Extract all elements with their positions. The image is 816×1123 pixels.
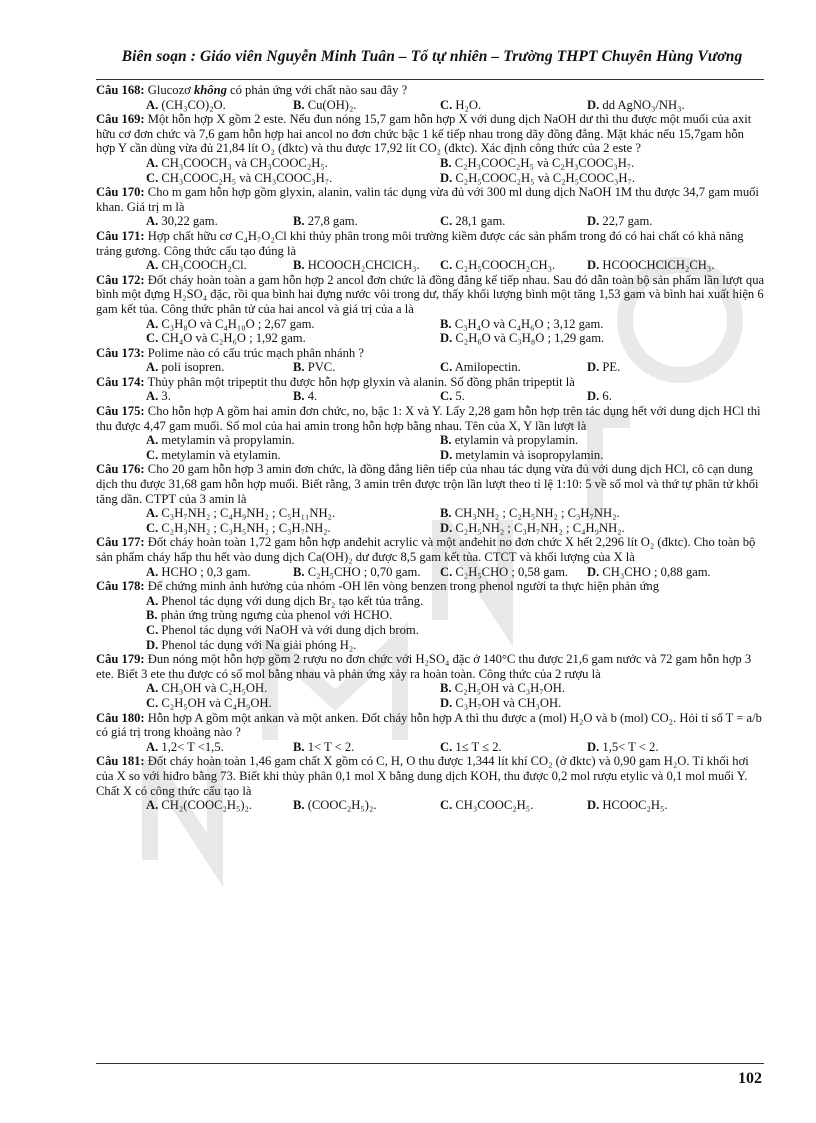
answer-option: [146, 623, 766, 638]
option-text: 1,2< T <1,5.: [158, 739, 224, 754]
answer-options: [96, 798, 766, 813]
answer-option: [146, 317, 440, 332]
option-letter: C.: [440, 97, 453, 112]
option-text: 4.: [304, 389, 318, 404]
option-text: HCHO ; 0,3 gam.: [158, 564, 251, 579]
option-text: poli isopren.: [158, 360, 225, 375]
answer-option: [440, 521, 766, 536]
option-letter: B.: [440, 316, 452, 331]
option-letter: A.: [146, 155, 159, 170]
option-text: Phenol tác dụng với Na giải phóng H₂.: [158, 637, 357, 652]
option-text: etylamin và propylamin.: [451, 433, 579, 448]
question-text: Cho m gam hỗn hợp gồm glyxin, alanin, valin tác dụng vừa đủ với 300 ml dung dịch NaOH 1M thu được 34,7 gam muối khan. Giá trị m là: [96, 185, 759, 214]
option-letter: D.: [146, 637, 159, 652]
question-number: Câu 170:: [96, 185, 145, 200]
footer-divider: [96, 1063, 764, 1064]
option-letter: B.: [440, 155, 452, 170]
option-letter: A.: [146, 214, 159, 229]
answer-option: [587, 258, 766, 273]
option-text: CH₃CHO ; 0,88 gam.: [599, 564, 711, 579]
option-text: CH₃COOCH₂Cl.: [158, 258, 247, 273]
question-item: [96, 375, 766, 390]
answer-options: [96, 681, 766, 710]
answer-options: [96, 258, 766, 273]
option-text: Amilopectin.: [452, 360, 521, 375]
answer-option: [146, 798, 293, 813]
answer-option: [146, 506, 440, 521]
option-text: CH₄O và C₂H₆O ; 1,92 gam.: [158, 331, 306, 346]
option-letter: C.: [146, 170, 159, 185]
question-number: Câu 181:: [96, 754, 145, 769]
answer-option: [146, 360, 293, 375]
option-text: C₂H₆O và C₃H₈O ; 1,29 gam.: [452, 331, 605, 346]
option-letter: C.: [440, 258, 453, 273]
answer-options: [96, 98, 766, 113]
option-text: CH₃OH và C₂H₅OH.: [158, 681, 268, 696]
option-text: HCOOC₂H₅.: [599, 798, 668, 813]
question-item: [96, 535, 766, 564]
option-letter: D.: [587, 214, 600, 229]
question-number: Câu 172:: [96, 272, 145, 287]
question-emphasis: không: [193, 83, 227, 97]
option-text: C₂H₅CHO ; 0,70 gam.: [304, 564, 421, 579]
option-text: PE.: [599, 360, 621, 375]
option-text: 6.: [599, 389, 612, 404]
question-number: Câu 177:: [96, 535, 145, 550]
answer-options: [96, 360, 766, 375]
question-number: Câu 173:: [96, 345, 145, 360]
question-text: có phản ứng với chất nào sau đây ?: [226, 83, 408, 97]
answer-option: [146, 389, 293, 404]
answer-option: [293, 98, 440, 113]
option-letter: D.: [587, 798, 600, 813]
answer-option: [146, 565, 293, 580]
answer-option: [587, 98, 766, 113]
option-letter: D.: [587, 360, 600, 375]
question-item: [96, 229, 766, 258]
option-letter: A.: [146, 360, 159, 375]
question-item: [96, 112, 766, 156]
option-letter: C.: [146, 622, 159, 637]
answer-option: [146, 433, 440, 448]
option-text: Phenol tác dụng với NaOH và với dung dịch brom.: [158, 622, 419, 637]
question-item: [96, 462, 766, 506]
answer-option: [440, 565, 587, 580]
answer-option: [587, 798, 766, 813]
option-letter: B.: [440, 681, 452, 696]
option-letter: A.: [146, 389, 159, 404]
question-text: Một hỗn hợp X gồm 2 este. Nếu đun nóng 15,7 gam hỗn hợp X với dung dịch NaOH dư thì thu được một muối của axit hữu cơ đơn chức và 7,6 gam hỗn hợp hai ancol no đơn chức bậc 1 kế tiếp nhau trong dãy đồng đẳng. Mặt khác nếu 15,7gam hỗn hợp Y cần dùng vừa đủ 21,84 lít O₂ (đktc) và thu được 17,92 lít CO₂ (đktc). Xác định công thức của 2 este ?: [96, 112, 752, 156]
answer-option: [146, 681, 440, 696]
option-letter: C.: [440, 214, 453, 229]
answer-option: [440, 740, 587, 755]
option-letter: B.: [293, 360, 305, 375]
option-letter: D.: [587, 389, 600, 404]
question-list: [96, 83, 766, 813]
option-letter: C.: [440, 739, 453, 754]
question-number: Câu 174:: [96, 374, 145, 389]
option-text: C₂H₃NH₂ ; C₃H₅NH₂ ; C₃H₇NH₂.: [158, 520, 331, 535]
question-number: Câu 176:: [96, 462, 145, 477]
header-divider: [96, 79, 764, 80]
answer-options: [96, 317, 766, 346]
option-letter: A.: [146, 681, 159, 696]
option-text: C₂H₅OH và C₄H₉OH.: [158, 695, 272, 710]
question-number: Câu 171:: [96, 228, 145, 243]
option-text: metylamin và propylamin.: [158, 433, 295, 448]
question-text: Để chứng minh ảnh hưởng của nhóm -OH lên vòng benzen trong phenol người ta thực hiện phản ứng: [144, 579, 659, 594]
answer-option: [587, 565, 766, 580]
question-item: [96, 711, 766, 740]
question-item: [96, 273, 766, 317]
option-text: C₃H₈O và C₄H₁₀O ; 2,67 gam.: [158, 316, 315, 331]
option-letter: C.: [146, 447, 159, 462]
answer-option: [146, 258, 293, 273]
question-number: Câu 169:: [96, 112, 145, 127]
answer-option: [146, 521, 440, 536]
answer-option: [146, 214, 293, 229]
answer-option: [146, 98, 293, 113]
answer-option: [146, 594, 766, 609]
option-text: (COOC₂H₅)₂.: [304, 798, 377, 813]
answer-option: [440, 506, 766, 521]
answer-option: [587, 214, 766, 229]
answer-option: [440, 258, 587, 273]
answer-option: [293, 798, 440, 813]
option-letter: D.: [440, 447, 453, 462]
option-letter: B.: [293, 739, 305, 754]
answer-option: [440, 448, 766, 463]
question-item: [96, 185, 766, 214]
question-text: Đốt cháy hoàn toàn 1,46 gam chất X gồm có C, H, O thu được 1,344 lít khí CO₂ (ở đktc) và 0,90 gam H₂O. Tỉ khối hơi của X so với hiđro bằng 73. Biết khi thủy phân 0,1 mol X bằng dung dịch KOH, thu được 0,2 mol rượu etylic và 0,1 mol muối Y. Chất X có công thức cấu tạo là: [96, 754, 749, 798]
option-text: C₂H₅COOC₂H₅ và C₂H₅COOC₃H₇.: [452, 170, 636, 185]
answer-options: [96, 389, 766, 404]
option-text: CH₃COOC₂H₅.: [452, 798, 534, 813]
option-text: Cu(OH)₂.: [304, 97, 357, 112]
question-item: [96, 83, 766, 98]
option-text: 28,1 gam.: [452, 214, 506, 229]
option-text: phản ứng trùng ngưng của phenol với HCHO.: [157, 608, 393, 623]
option-letter: C.: [146, 331, 159, 346]
option-letter: A.: [146, 97, 159, 112]
answer-option: [293, 740, 440, 755]
answer-option: [293, 360, 440, 375]
question-number: Câu 175:: [96, 404, 145, 419]
answer-option: [440, 389, 587, 404]
answer-options: [96, 156, 766, 185]
option-letter: A.: [146, 506, 159, 521]
option-text: HCOOCH₂CHClCH₃.: [304, 258, 420, 273]
question-text: Đốt cháy hoàn toàn a gam hỗn hợp 2 ancol đơn chức là đồng đẳng kế tiếp nhau. Sau đó dẫn toàn bộ sản phẩm lần lượt qua bình một đựng H₂SO₄ đặc, rồi qua bình hai đựng nước vôi trong dư, thấy khối lượng bình một tăng 1,53 gam và bình hai xuất hiện 6 gam kết tủa. Công thức phân tử của hai ancol và giá trị của a là: [96, 272, 765, 316]
option-letter: B.: [293, 389, 305, 404]
question-item: [96, 579, 766, 594]
answer-options: [96, 740, 766, 755]
option-text: 30,22 gam.: [158, 214, 218, 229]
answer-option: [146, 331, 440, 346]
answer-option: [440, 331, 766, 346]
option-letter: D.: [440, 170, 453, 185]
option-letter: D.: [440, 695, 453, 710]
question-item: [96, 652, 766, 681]
option-letter: B.: [293, 564, 305, 579]
option-text: C₃H₇OH và CH₃OH.: [452, 695, 562, 710]
page-header: Biên soạn : Giáo viên Nguyễn Minh Tuân – Tổ tự nhiên – Trường THPT Chuyên Hùng Vương: [121, 48, 743, 65]
option-letter: B.: [293, 798, 305, 813]
option-letter: C.: [440, 389, 453, 404]
option-text: 22,7 gam.: [599, 214, 653, 229]
option-text: C₂H₃COOC₂H₅ và C₂H₃COOC₃H₇.: [451, 155, 635, 170]
question-text: Cho hỗn hợp A gồm hai amin đơn chức, no, bậc 1: X và Y. Lấy 2,28 gam hỗn hợp trên tác dụng hết với dung dịch HCl thì thu được 4,47 gam muối. Số mol của hai amin trong hỗn hợp bằng nhau. Tên của X, Y lần lượt là: [96, 404, 761, 433]
option-letter: C.: [440, 798, 453, 813]
option-letter: A.: [146, 564, 159, 579]
answer-options: [96, 565, 766, 580]
option-text: 3.: [158, 389, 171, 404]
option-letter: C.: [146, 520, 159, 535]
answer-option: [440, 433, 766, 448]
question-text: Hỗn hợp A gồm một ankan và một anken. Đốt cháy hỗn hợp A thì thu được a (mol) H₂O và b (mol) CO₂. Hỏi tỉ số T = a/b có giá trị trong khoảng nào ?: [96, 710, 762, 740]
answer-option: [146, 608, 766, 623]
answer-options: [96, 214, 766, 229]
option-text: CH₃COOCH₃ và CH₃COOC₂H₅.: [158, 155, 328, 170]
answer-option: [440, 798, 587, 813]
option-text: 1≤ T ≤ 2.: [452, 739, 502, 754]
option-letter: A.: [146, 433, 159, 448]
option-letter: B.: [440, 433, 452, 448]
option-letter: A.: [146, 593, 159, 608]
answer-option: [587, 740, 766, 755]
answer-option: [146, 740, 293, 755]
question-number: Câu 178:: [96, 579, 145, 594]
option-text: 1< T < 2.: [304, 739, 355, 754]
option-letter: B.: [293, 258, 305, 273]
option-letter: D.: [440, 331, 453, 346]
option-letter: D.: [587, 564, 600, 579]
option-letter: D.: [587, 258, 600, 273]
question-text: Hợp chất hữu cơ C₄H₇O₂Cl khi thủy phân trong môi trường kiềm được các sản phẩm trong đó có hai chất có khả năng tráng gương. Công thức cấu tạo đúng là: [96, 228, 744, 258]
option-text: PVC.: [304, 360, 336, 375]
option-text: C₂H₅OH và C₃H₇OH.: [451, 681, 565, 696]
option-text: dd AgNO₃/NH₃.: [599, 97, 685, 112]
option-text: C₃H₄O và C₄H₆O ; 3,12 gam.: [451, 316, 604, 331]
answer-option: [440, 696, 766, 711]
answer-option: [440, 317, 766, 332]
option-text: C₂H₅COOCH₂CH₃.: [452, 258, 556, 273]
question-text: Đun nóng một hỗn hợp gồm 2 rượu no đơn chức với H₂SO₄ đặc ở 140°C thu được 21,6 gam nước và 72 gam hỗn hợp 3 ete. Biết 3 ete thu được có số mol bằng nhau và phản ứng xảy ra hoàn toàn. Công thức của 2 rượu là: [96, 652, 752, 681]
question-text: Polime nào có cấu trúc mạch phân nhánh ?: [144, 345, 364, 360]
answer-option: [440, 214, 587, 229]
option-text: 5.: [452, 389, 465, 404]
question-number: Câu 180:: [96, 710, 145, 725]
option-letter: A.: [146, 258, 159, 273]
answer-option: [440, 98, 587, 113]
answer-option: [440, 156, 766, 171]
answer-option: [293, 214, 440, 229]
question-text: Cho 20 gam hỗn hợp 3 amin đơn chức, là đồng đẳng liên tiếp của nhau tác dụng vừa đủ với dung dịch HCl, cô cạn dung dịch thu được 31,68 gam hỗn hợp muối. Biết rằng, 3 amin trên được trộn lần lượt theo tỉ lệ 1:10: 5 về số mol và thứ tự phân tử khối tăng dần. CTPT của 3 amin là: [96, 462, 759, 506]
option-text: CH₃COOC₂H₅ và CH₃COOC₃H₇.: [158, 170, 333, 185]
question-number: Câu 179:: [96, 652, 145, 667]
option-letter: B.: [146, 608, 158, 623]
option-letter: C.: [440, 360, 453, 375]
question-text: Thủy phân một tripeptit thu được hỗn hợp glyxin và alanin. Số đồng phân tripeptit là: [144, 374, 575, 389]
option-text: metylamin và isopropylamin.: [452, 447, 604, 462]
answer-option: [146, 171, 440, 186]
answer-option: [293, 565, 440, 580]
option-letter: D.: [440, 520, 453, 535]
question-item: [96, 754, 766, 798]
option-letter: D.: [587, 739, 600, 754]
option-letter: D.: [587, 97, 600, 112]
option-text: C₂H₅CHO ; 0,58 gam.: [452, 564, 569, 579]
option-text: C₃H₇NH₂ ; C₄H₉NH₂ ; C₅H₁₁NH₂.: [158, 506, 336, 521]
option-text: H₂O.: [452, 97, 482, 112]
option-text: Phenol tác dụng với dung dịch Br₂ tạo kết tủa trắng.: [158, 593, 424, 608]
answer-option: [293, 389, 440, 404]
answer-option: [587, 360, 766, 375]
option-text: 1,5< T < 2.: [599, 739, 659, 754]
answer-options: [96, 594, 766, 652]
option-letter: A.: [146, 316, 159, 331]
option-text: (CH₃CO)₂O.: [158, 97, 226, 112]
option-letter: C.: [440, 564, 453, 579]
option-letter: A.: [146, 739, 159, 754]
option-text: metylamin và etylamin.: [158, 447, 281, 462]
option-letter: C.: [146, 695, 159, 710]
option-text: 27,8 gam.: [304, 214, 358, 229]
question-text: Đốt cháy hoàn toàn 1,72 gam hỗn hợp anđehit acrylic và một anđehit no đơn chức X hết 2,296 lít O₂ (đktc). Cho toàn bộ sản phẩm cháy hấp thu hết vào dung dịch Ca(OH)₂ dư được 8,5 gam kết tủa. CTCT và khối lượng của X là: [96, 535, 756, 564]
question-item: [96, 346, 766, 361]
answer-option: [440, 171, 766, 186]
option-letter: B.: [293, 97, 305, 112]
answer-options: [96, 506, 766, 535]
question-text: Glucozơ: [144, 83, 194, 97]
answer-option: [440, 360, 587, 375]
answer-option: [440, 681, 766, 696]
answer-option: [146, 156, 440, 171]
option-text: C₂H₅NH₂ ; C₃H₇NH₂ ; C₄H₉NH₂.: [452, 520, 625, 535]
answer-option: [293, 258, 440, 273]
option-text: HCOOCHClCH₂CH₃.: [599, 258, 715, 273]
option-letter: B.: [440, 506, 452, 521]
option-letter: A.: [146, 798, 159, 813]
answer-option: [587, 389, 766, 404]
question-number: Câu 168:: [96, 83, 145, 97]
page-number: 102: [738, 1070, 762, 1087]
answer-options: [96, 433, 766, 462]
answer-option: [146, 448, 440, 463]
option-letter: B.: [293, 214, 305, 229]
option-text: CH₃NH₂ ; C₂H₅NH₂ ; C₃H₇NH₂.: [451, 506, 620, 521]
question-item: [96, 404, 766, 433]
answer-option: [146, 696, 440, 711]
answer-option: [146, 638, 766, 653]
option-text: CH₂(COOC₂H₅)₂.: [158, 798, 253, 813]
